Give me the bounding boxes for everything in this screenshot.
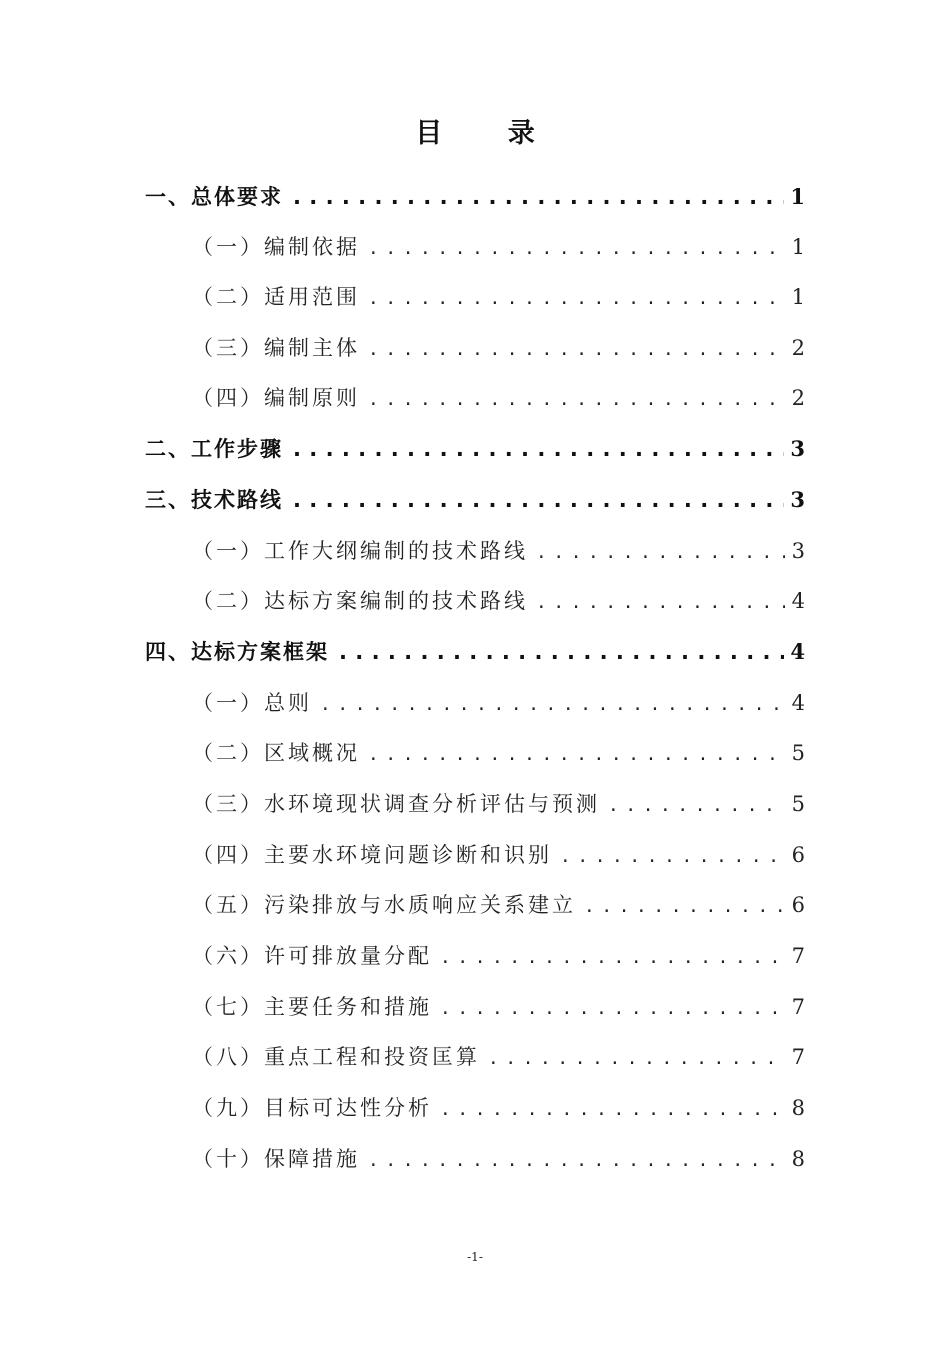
toc-entry-label: （五）污染排放与水质响应关系建立 — [192, 893, 576, 917]
toc-entry-page: 1 — [791, 285, 805, 309]
toc-entry[interactable] — [192, 779, 805, 829]
toc-dot-leader — [442, 931, 785, 981]
toc-entry-page: 4 — [791, 589, 805, 613]
toc-entry-label: （十）保障措施 — [192, 1147, 360, 1171]
toc-entry-label: 二、工作步骤 — [145, 437, 283, 461]
toc-dot-leader — [293, 172, 784, 222]
toc-entry[interactable] — [192, 982, 805, 1032]
toc-dot-leader — [370, 272, 785, 322]
toc-entry-label: 四、达标方案框架 — [145, 640, 329, 664]
toc-entry-page: 1 — [790, 184, 805, 209]
toc-entry-page: 5 — [791, 741, 805, 765]
toc-dot-leader — [293, 424, 784, 474]
toc-dot-leader — [442, 982, 785, 1032]
toc-dot-leader — [293, 475, 784, 525]
toc-entry[interactable] — [192, 323, 805, 373]
toc-entry[interactable] — [192, 576, 805, 626]
toc-entry-label: （二）适用范围 — [192, 285, 360, 309]
toc-dot-leader — [562, 830, 785, 880]
toc-entry-label: （六）许可排放量分配 — [192, 944, 432, 968]
toc-entry-page: 8 — [791, 1096, 805, 1120]
toc-entry[interactable] — [192, 1134, 805, 1184]
toc-entry-page: 4 — [790, 639, 805, 664]
toc-dot-leader — [586, 880, 785, 930]
toc-entry[interactable] — [145, 172, 805, 222]
toc-entry[interactable] — [145, 475, 805, 525]
toc-entry[interactable] — [192, 931, 805, 981]
toc-dot-leader — [538, 576, 785, 626]
toc-entry[interactable] — [192, 373, 805, 423]
toc-entry[interactable] — [192, 1083, 805, 1133]
toc-entry-page: 3 — [790, 436, 805, 461]
toc-dot-leader — [370, 222, 785, 272]
toc-entry-label: （二）达标方案编制的技术路线 — [192, 589, 528, 613]
toc-entry-page: 7 — [791, 944, 805, 968]
toc-entry[interactable] — [192, 526, 805, 576]
toc-entry-page: 3 — [791, 539, 805, 563]
toc-entry-label: （一）总则 — [192, 691, 312, 715]
toc-entry-label: （四）主要水环境问题诊断和识别 — [192, 843, 552, 867]
toc-entry[interactable] — [192, 272, 805, 322]
toc-entry-page: 3 — [790, 487, 805, 512]
toc-entry[interactable] — [192, 222, 805, 272]
toc-entry-label: 三、技术路线 — [145, 488, 283, 512]
toc-entry-page: 6 — [791, 893, 805, 917]
toc-entry-label: （一）工作大纲编制的技术路线 — [192, 539, 528, 563]
toc-entry-label: （一）编制依据 — [192, 235, 360, 259]
toc-entry[interactable] — [192, 880, 805, 930]
toc-entry-label: 一、总体要求 — [145, 185, 283, 209]
toc-entry-page: 6 — [791, 843, 805, 867]
toc-entry[interactable] — [192, 1032, 805, 1082]
toc-entry-label: （七）主要任务和措施 — [192, 995, 432, 1019]
toc-dot-leader — [370, 373, 785, 423]
toc-dot-leader — [322, 678, 785, 728]
toc-entry-page: 4 — [791, 691, 805, 715]
toc-dot-leader — [370, 1134, 785, 1184]
toc-entry-page: 5 — [791, 792, 805, 816]
toc-dot-leader — [339, 627, 784, 677]
toc-dot-leader — [610, 779, 785, 829]
page-number-footer: -1- — [467, 1250, 483, 1264]
toc-entry-label: （四）编制原则 — [192, 386, 360, 410]
toc-entry[interactable] — [192, 830, 805, 880]
toc-entry-page: 7 — [791, 995, 805, 1019]
toc-entry-page: 7 — [791, 1045, 805, 1069]
toc-entry[interactable] — [192, 678, 805, 728]
toc-entry-label: （三）水环境现状调查分析评估与预测 — [192, 792, 600, 816]
toc-dot-leader — [538, 526, 785, 576]
toc-entry[interactable] — [145, 627, 805, 677]
toc-entry-label: （二）区域概况 — [192, 741, 360, 765]
toc-entry-page: 2 — [791, 336, 805, 360]
toc-entry[interactable] — [192, 728, 805, 778]
toc-dot-leader — [442, 1083, 785, 1133]
toc-dot-leader — [370, 323, 785, 373]
toc-entry-label: （三）编制主体 — [192, 336, 360, 360]
toc-entry-page: 8 — [791, 1147, 805, 1171]
toc-entry-page: 2 — [791, 386, 805, 410]
toc-title: 目 录 — [415, 118, 563, 149]
toc-entry-label: （八）重点工程和投资匡算 — [192, 1045, 480, 1069]
toc-entry-label: （九）目标可达性分析 — [192, 1096, 432, 1120]
toc-entry-page: 1 — [791, 235, 805, 259]
toc-dot-leader — [490, 1032, 785, 1082]
toc-entry[interactable] — [145, 424, 805, 474]
toc-dot-leader — [370, 728, 785, 778]
